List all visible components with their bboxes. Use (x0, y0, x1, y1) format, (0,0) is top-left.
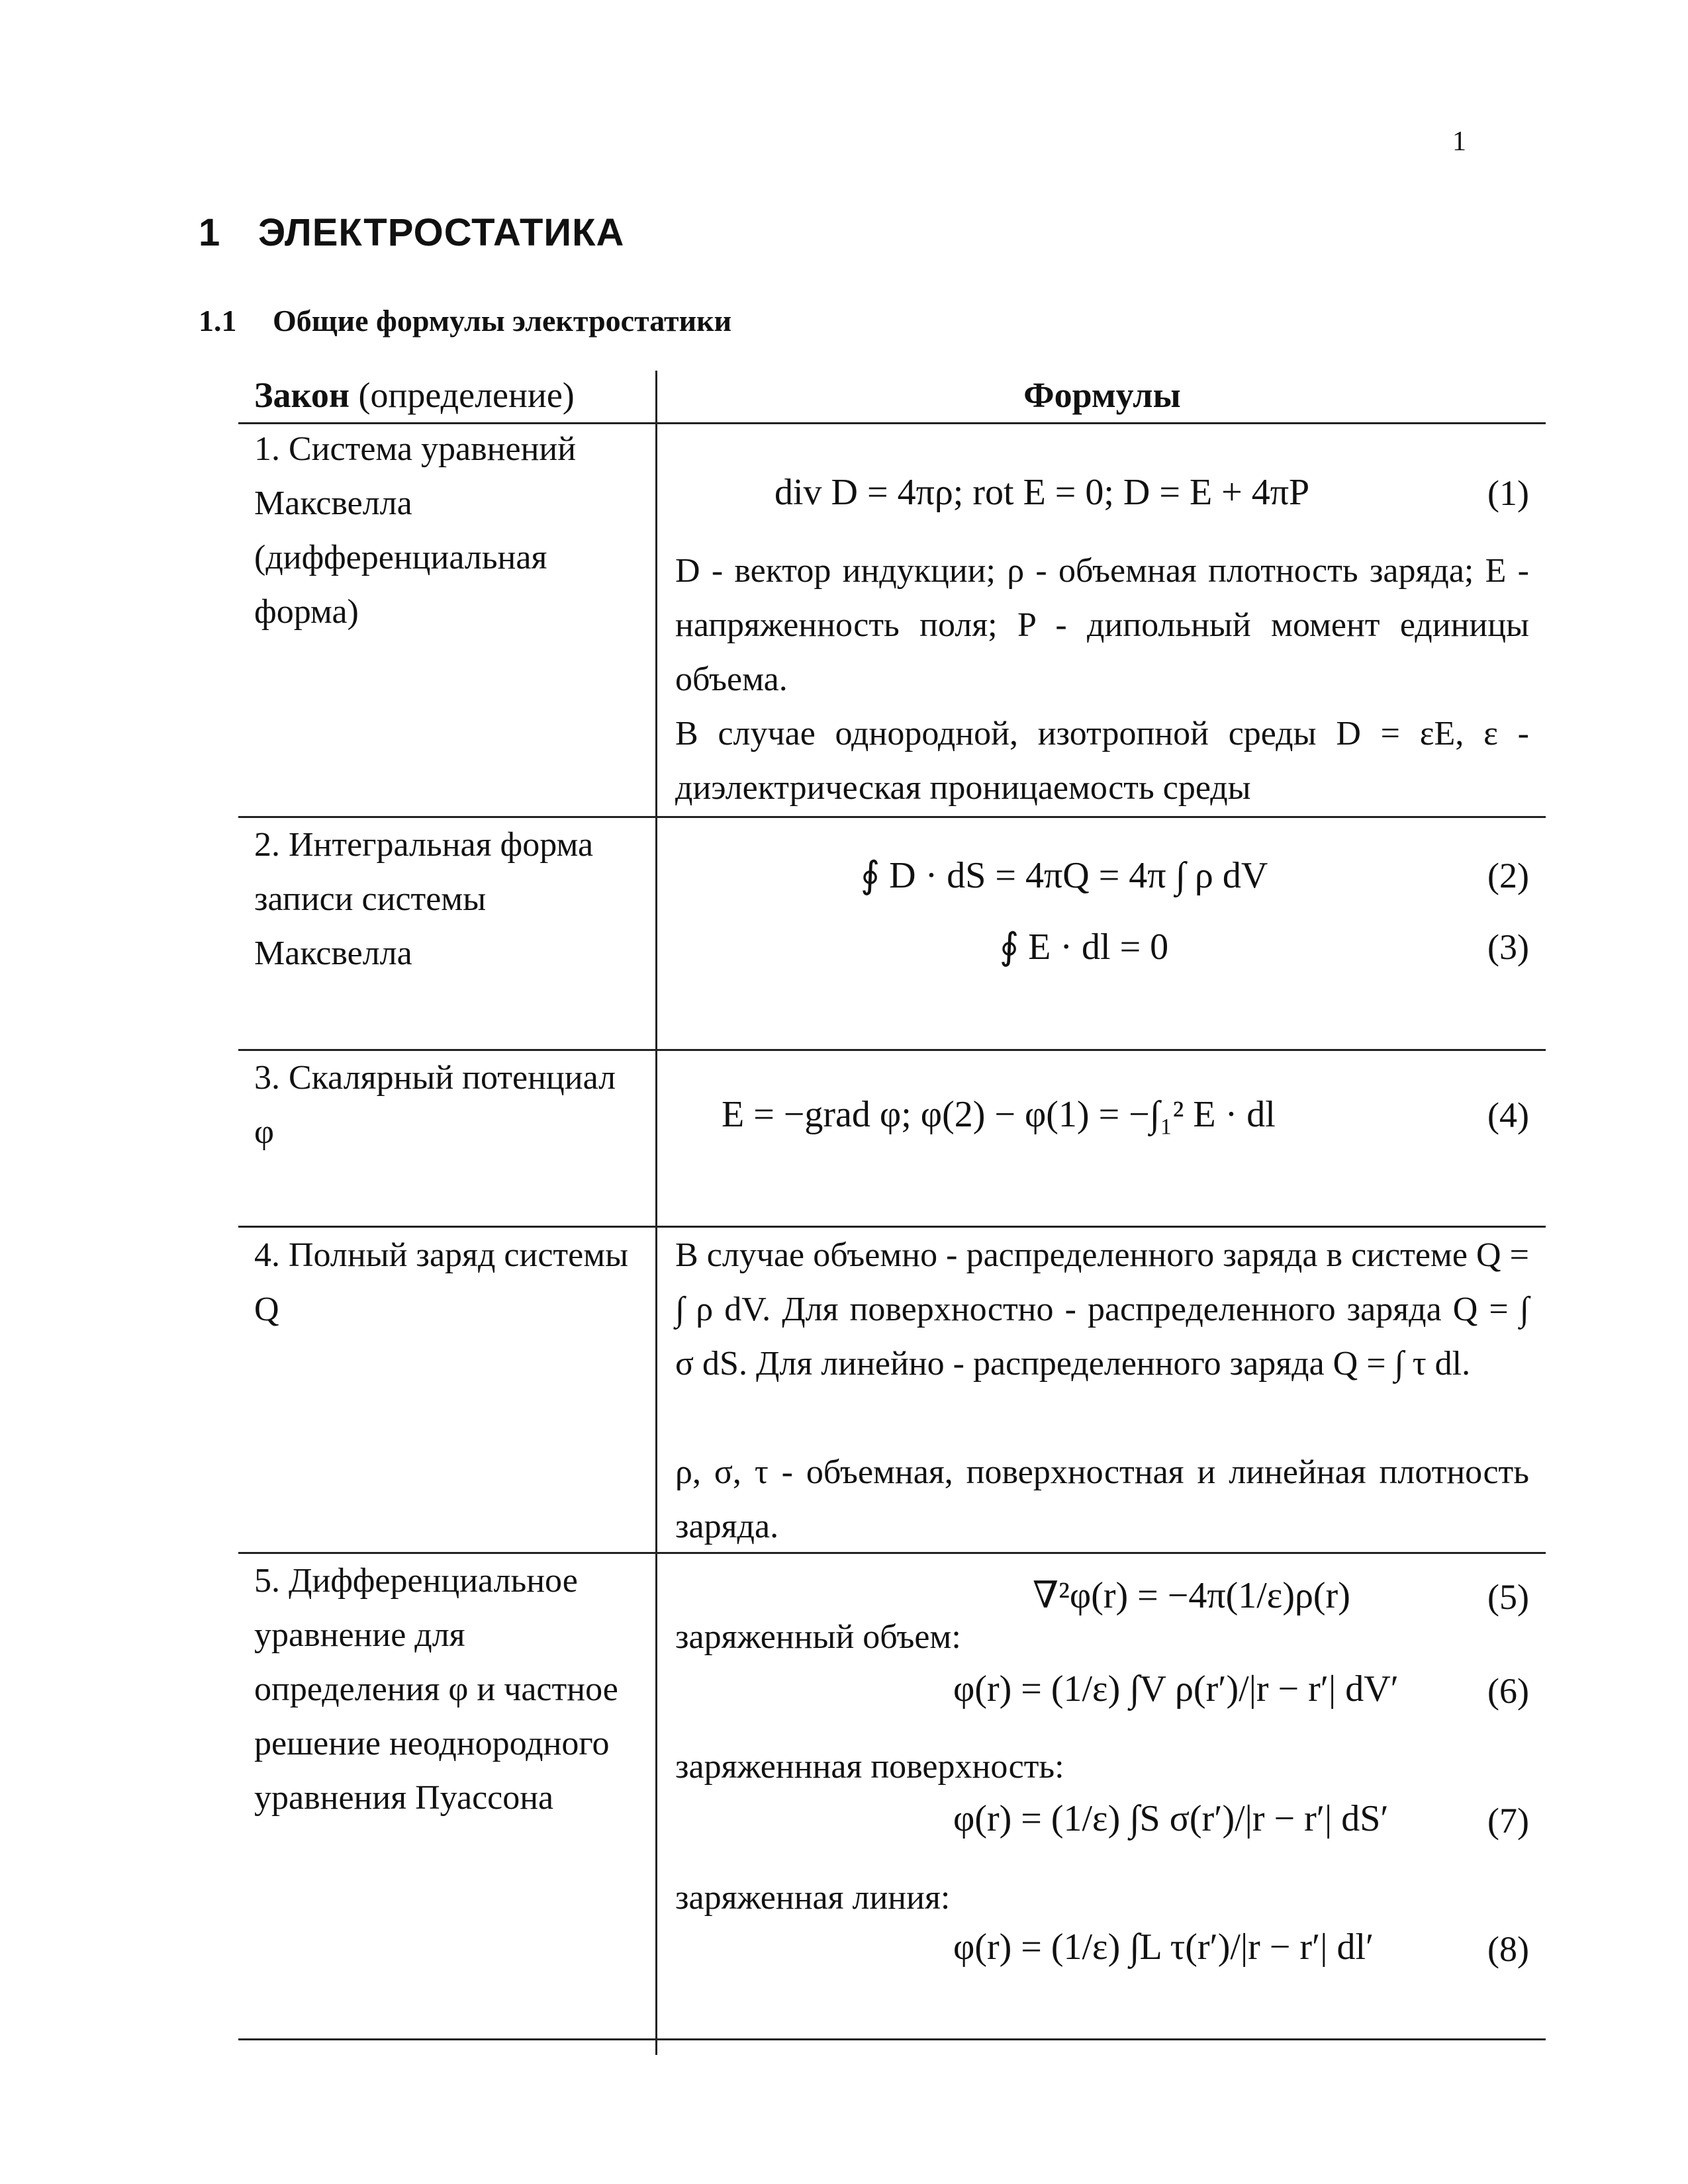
row4-densities: ρ, σ, τ - объемная, поверхностная и линейная плотность заряда. (675, 1453, 1529, 1545)
law-cell-5: 5. Дифференциальное уравнение для определения φ и частное решение неоднородного уравнения Пуассона (254, 1562, 618, 1817)
section-title (199, 210, 624, 255)
subsection-heading: Общие формулы электростатики (273, 304, 732, 338)
subsection-number: 1.1 (199, 304, 237, 338)
equation-3: ∮ E · dl = 0 (1000, 927, 1169, 968)
equation-1: div D = 4πρ; rot E = 0; D = E + 4πP (774, 472, 1310, 513)
page-number: 1 (1452, 126, 1466, 157)
equation-number-4: (4) (1487, 1095, 1529, 1135)
equation-number-5: (5) (1487, 1577, 1529, 1617)
equation-2: ∮ D · dS = 4πQ = 4π ∫ ρ dV (861, 855, 1268, 896)
equation-number-1: (1) (1487, 473, 1529, 513)
equation-number-8: (8) (1487, 1929, 1529, 1969)
table-rule (238, 1226, 1546, 1228)
equation-6: φ(r) = (1/ε) ∫V ρ(r′)/|r − r′| dV′ (953, 1668, 1399, 1709)
equation-number-2: (2) (1487, 856, 1529, 895)
section-heading: ЭЛЕКТРОСТАТИКА (258, 211, 625, 254)
row1-description: D - вектор индукции; ρ - объемная плотность заряда; E - напряженность поля; P - дипольный момент единицы объема. (675, 552, 1529, 698)
table-header-law (254, 368, 641, 422)
equation-4: E = −grad φ; φ(2) − φ(1) = −∫₁² E · dl (722, 1094, 1276, 1135)
equation-number-6: (6) (1487, 1671, 1529, 1711)
row1-homogeneous-note: В случае однородной, изотропной среды D = εE, ε - диэлектрическая проницаемость среды (675, 715, 1529, 807)
section-number: 1 (199, 211, 221, 254)
law-cell-4: 4. Полный заряд системы Q (254, 1236, 629, 1328)
label-charged-line: заряженная линия: (675, 1879, 951, 1917)
equation-number-7: (7) (1487, 1801, 1529, 1841)
equation-5: ∇²φ(r) = −4π(1/ε)ρ(r) (1033, 1575, 1350, 1616)
label-charged-surface: заряженнная поверхность: (675, 1748, 1064, 1786)
table-header-formulas (675, 368, 1529, 422)
subsection-title (199, 303, 731, 338)
label-charged-volume: заряженный объем: (675, 1618, 961, 1656)
header-law-bold: Закон (254, 375, 350, 415)
table-column-divider (655, 371, 657, 2055)
law-cell-1: 1. Система уравнений Максвелла (дифференциальная форма) (254, 430, 577, 631)
equation-number-3: (3) (1487, 927, 1529, 967)
law-cell-3: 3. Скалярный потенциал φ (254, 1059, 616, 1151)
law-cell-2: 2. Интегральная форма записи системы Максвелла (254, 826, 594, 972)
header-law-rest: (определение) (350, 375, 575, 415)
equation-8: φ(r) = (1/ε) ∫L τ(r′)/|r − r′| dl′ (953, 1927, 1374, 1968)
row4-description: В случае объемно - распределенного заряда в системе Q = ∫ ρ dV. Для поверхностно - распределенного заряда Q = ∫ σ dS. Для линейно - распределенного заряда Q = ∫ τ dl. (675, 1236, 1529, 1383)
equation-7: φ(r) = (1/ε) ∫S σ(r′)/|r − r′| dS′ (953, 1798, 1389, 1839)
header-formulas-text: Формулы (1023, 375, 1181, 415)
table-rule (238, 2038, 1546, 2040)
